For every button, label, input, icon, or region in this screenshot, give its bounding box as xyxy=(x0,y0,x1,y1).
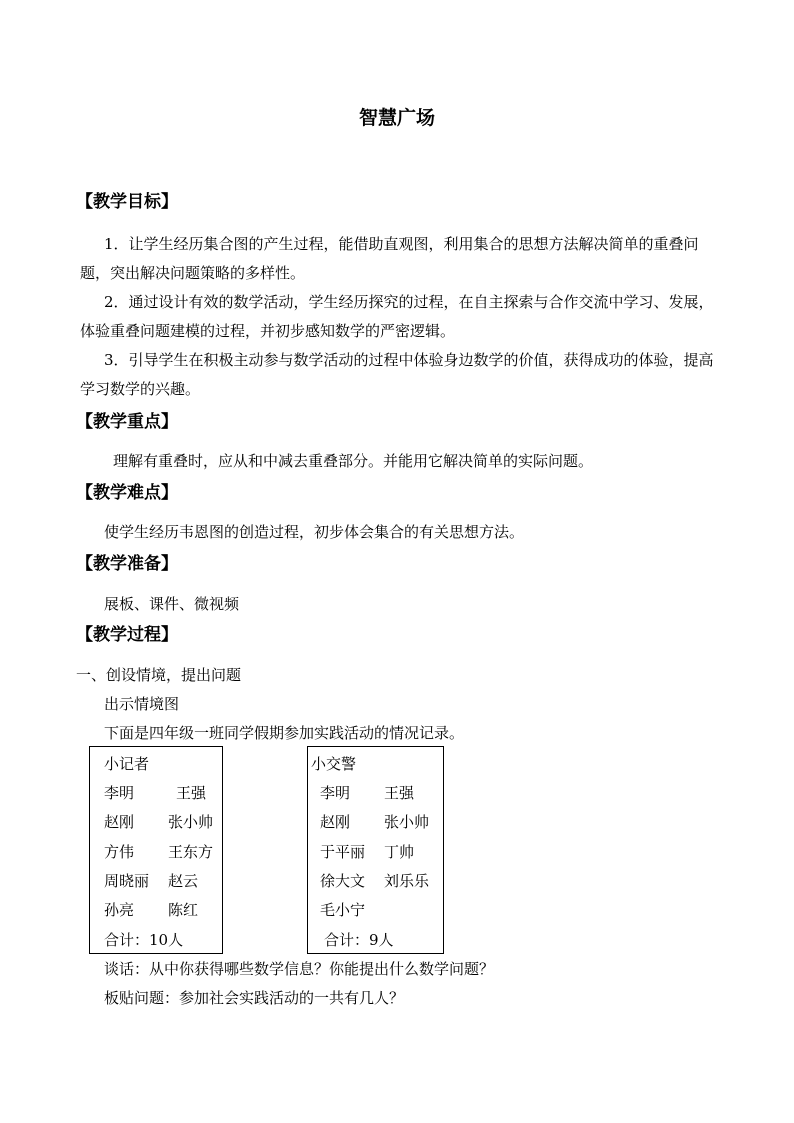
police-name: 刘乐乐 xyxy=(384,872,430,890)
reporter-name: 张小帅 xyxy=(168,813,214,831)
reporter-name: 王东方 xyxy=(168,843,214,861)
difficulties-heading: 【教学难点】 xyxy=(76,483,178,503)
police-name: 张小帅 xyxy=(384,813,430,831)
reporter-name: 李明 xyxy=(104,784,135,802)
police-total: 合计：9人 xyxy=(324,931,394,949)
preparation-heading: 【教学准备】 xyxy=(76,554,178,574)
process-talk: 谈话：从中你获得哪些数学信息？你能提出什么数学问题？ xyxy=(104,960,495,978)
reporter-box xyxy=(89,746,223,954)
reporter-name: 赵刚 xyxy=(104,813,135,831)
process-step-1: 一、创设情境，提出问题 xyxy=(76,666,242,684)
process-line-1: 出示情境图 xyxy=(104,695,180,713)
goals-heading: 【教学目标】 xyxy=(76,192,178,212)
reporter-total: 合计：10人 xyxy=(104,931,184,949)
key-points-text: 理解有重叠时，应从和中减去重叠部分。并能用它解决简单的实际问题。 xyxy=(113,452,594,470)
reporter-name: 周晓丽 xyxy=(104,872,150,890)
reporter-name: 孙亮 xyxy=(104,901,135,919)
police-name: 毛小宁 xyxy=(320,901,366,919)
reporter-box-title: 小记者 xyxy=(104,755,150,773)
page-title: 智慧广场 xyxy=(358,107,435,129)
police-name: 赵刚 xyxy=(320,813,351,831)
reporter-name: 赵云 xyxy=(168,872,199,890)
reporter-name: 方伟 xyxy=(104,843,135,861)
process-board: 板贴问题：参加社会实践活动的一共有几人？ xyxy=(104,989,405,1007)
goal-item-1: 1．让学生经历集合图的产生过程，能借助直观图，利用集合的思想方法解决简单的重叠问题，突出解决问题策略的多样性。 xyxy=(80,235,699,282)
goal-item-3: 3．引导学生在积极主动参与数学活动的过程中体验身边数学的价值，获得成功的体验，提高学习数学的兴趣。 xyxy=(80,351,714,398)
police-name: 丁帅 xyxy=(384,843,415,861)
police-name: 徐大文 xyxy=(320,872,366,890)
key-points-heading: 【教学重点】 xyxy=(76,412,178,432)
difficulties-text: 使学生经历韦恩图的创造过程，初步体会集合的有关思想方法。 xyxy=(104,523,525,541)
police-name: 于平丽 xyxy=(320,843,366,861)
process-line-2: 下面是四年级一班同学假期参加实践活动的情况记录。 xyxy=(104,724,465,742)
preparation-text: 展板、课件、微视频 xyxy=(104,595,240,613)
police-name: 王强 xyxy=(384,784,415,802)
police-box-title: 小交警 xyxy=(311,755,357,773)
process-heading: 【教学过程】 xyxy=(76,625,178,645)
police-name: 李明 xyxy=(320,784,351,802)
reporter-name: 王强 xyxy=(176,784,207,802)
police-box xyxy=(307,746,444,954)
reporter-name: 陈红 xyxy=(168,901,199,919)
goal-item-2: 2．通过设计有效的数学活动，学生经历探究的过程，在自主探索与合作交流中学习、发展，体验重叠问题建模的过程，并初步感知数学的严密逻辑。 xyxy=(80,293,714,340)
